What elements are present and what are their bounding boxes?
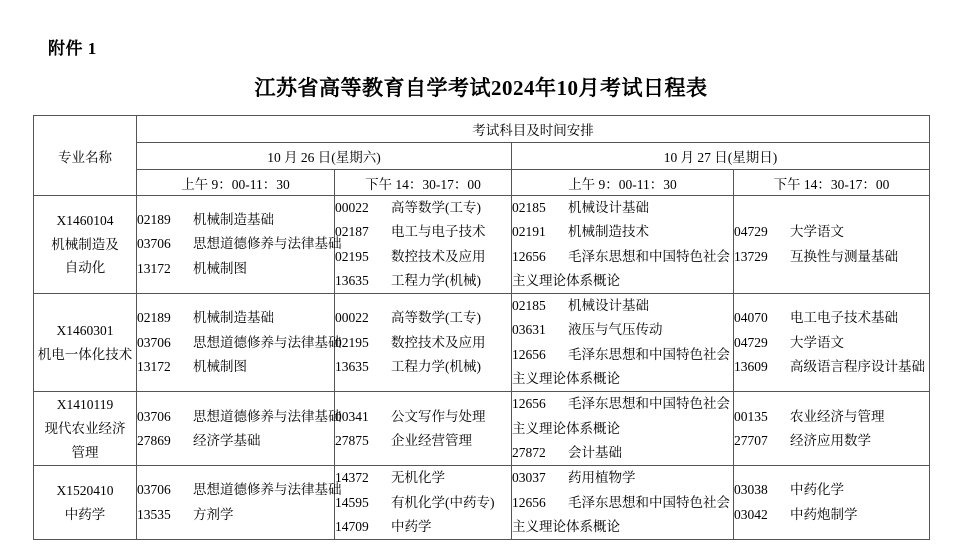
subject-cell (734, 196, 930, 294)
subject-code: 12656 (512, 346, 546, 362)
subject-name: 机械制造基础 (193, 310, 274, 326)
subject-code: 04729 (734, 224, 768, 240)
subject-name: 有机化学(中药专) (391, 494, 495, 510)
subject-name: 数控技术及应用 (391, 334, 486, 350)
major-name-line: 机械制造及 (51, 236, 119, 252)
subject-name: 机械制造基础 (193, 212, 274, 228)
subject-name: 工程力学(机械) (391, 272, 481, 288)
subject-entry (734, 405, 929, 429)
subject-code: 03706 (137, 236, 171, 252)
header-time-2: 下午 14：30-17：00 (335, 170, 512, 196)
subject-entry (137, 208, 334, 232)
subject-entry (137, 331, 342, 355)
subject-entry (734, 331, 929, 355)
subject-code: 14709 (335, 518, 369, 534)
subject-name: 数控技术及应用 (391, 248, 486, 264)
header-span-title: 考试科目及时间安排 (137, 116, 930, 143)
subject-code: 02195 (335, 248, 369, 264)
subject-entry (734, 503, 929, 527)
subject-name: 毛泽东思想和中国特色社会主义理论体系概论 (512, 346, 730, 387)
subject-code: 04070 (734, 310, 768, 326)
subject-entry (335, 405, 511, 429)
table-row (34, 392, 930, 466)
subject-code: 03631 (512, 322, 546, 338)
subject-name: 经济学基础 (193, 432, 261, 448)
subject-name: 药用植物学 (568, 470, 636, 486)
subject-name: 毛泽东思想和中国特色社会主义理论体系概论 (512, 494, 730, 534)
subject-cell (512, 294, 734, 392)
subject-cell (734, 392, 930, 466)
subject-code: 04729 (734, 334, 768, 350)
subject-cell (137, 196, 342, 294)
subject-code: 00341 (335, 408, 369, 424)
subject-name: 毛泽东思想和中国特色社会主义理论体系概论 (512, 248, 730, 288)
subject-entry (137, 429, 334, 453)
subject-entry (335, 220, 511, 244)
subject-name: 中药炮制学 (790, 506, 858, 522)
subject-entry (734, 245, 929, 269)
subject-name: 经济应用数学 (790, 432, 871, 448)
subject-code: 13535 (137, 506, 171, 522)
subject-name: 中药化学 (790, 482, 844, 498)
major-name-line: 机电一体化技术 (37, 346, 133, 362)
subject-cell (137, 466, 342, 540)
subject-cell (137, 294, 342, 392)
subject-code: 27875 (335, 432, 369, 448)
subject-code: 13172 (137, 358, 171, 374)
subject-name: 机械制造技术 (568, 224, 649, 240)
major-name-line: 中药学 (64, 506, 106, 522)
subject-entry (512, 318, 733, 342)
major-cell (34, 392, 137, 466)
subject-code: 02185 (512, 298, 546, 314)
subject-name: 思想道德修养与法律基础 (193, 334, 342, 350)
subject-entry (335, 269, 511, 293)
major-name-line: 自动化 (64, 260, 106, 276)
header-time-1: 上午 9：00-11：30 (137, 170, 335, 196)
header-time-4: 下午 14：30-17：00 (734, 170, 930, 196)
subject-name: 思想道德修养与法律基础 (193, 236, 342, 252)
table-row (34, 466, 930, 540)
subject-entry (137, 306, 334, 330)
subject-name: 大学语文 (790, 334, 844, 350)
subject-cell (512, 392, 734, 466)
subject-code: 13609 (734, 358, 768, 374)
subject-code: 12656 (512, 248, 546, 264)
subject-code: 03706 (137, 408, 171, 424)
subject-entry (512, 220, 733, 244)
subject-name: 中药学 (391, 518, 432, 534)
table-row (34, 294, 930, 392)
subject-name: 高等数学(工专) (391, 200, 481, 215)
header-major-name: 专业名称 (34, 116, 137, 196)
subject-code: 13635 (335, 272, 369, 288)
subject-entry (335, 466, 511, 490)
header-time-3: 上午 9：00-11：30 (512, 170, 734, 196)
subject-entry (137, 355, 334, 379)
subject-entry (335, 331, 511, 355)
subject-name: 无机化学 (391, 470, 445, 486)
subject-name: 农业经济与管理 (790, 408, 885, 424)
subject-entry (512, 294, 733, 318)
subject-entry (335, 355, 511, 379)
subject-code: 27869 (137, 432, 171, 448)
subject-cell (137, 392, 342, 466)
subject-code: 03706 (137, 482, 171, 498)
subject-entry (512, 245, 733, 294)
subject-code: 03037 (512, 470, 546, 486)
header-date-1: 10 月 26 日(星期六) (137, 143, 512, 170)
subject-entry (734, 355, 929, 379)
subject-name: 机械制图 (193, 358, 247, 374)
subject-name: 公文写作与处理 (391, 408, 486, 424)
subject-entry (512, 466, 733, 490)
subject-code: 02195 (335, 334, 369, 350)
subject-entry (512, 491, 733, 540)
subject-entry (734, 429, 929, 453)
subject-cell (512, 466, 734, 540)
major-name-line: 管理 (71, 444, 99, 460)
subject-name: 机械制图 (193, 260, 247, 276)
subject-code: 00022 (335, 200, 369, 215)
attachment-label: 附件 1 (48, 39, 97, 58)
subject-entry (734, 220, 929, 244)
subject-code: 02191 (512, 224, 546, 240)
subject-name: 思想道德修养与法律基础 (193, 482, 342, 498)
subject-code: 00135 (734, 408, 768, 424)
subject-code: 12656 (512, 396, 546, 412)
subject-entry (512, 196, 733, 220)
subject-code: 14372 (335, 470, 369, 486)
subject-name: 大学语文 (790, 224, 844, 240)
subject-cell (734, 466, 930, 540)
subject-code: 27872 (512, 444, 546, 460)
subject-entry (137, 478, 342, 502)
header-date-2: 10 月 27 日(星期日) (512, 143, 930, 170)
subject-name: 高级语言程序设计基础 (790, 358, 925, 374)
subject-entry (335, 491, 511, 515)
subject-name: 毛泽东思想和中国特色社会主义理论体系概论 (512, 396, 730, 436)
subject-cell (335, 196, 512, 294)
subject-name: 会计基础 (568, 444, 622, 460)
subject-name: 电工与电子技术 (391, 224, 486, 240)
table-body (34, 196, 930, 540)
subject-name: 电工电子技术基础 (790, 310, 898, 326)
major-code: X1460104 (56, 213, 114, 229)
subject-cell (335, 392, 512, 466)
subject-code: 13635 (335, 358, 369, 374)
major-cell (34, 294, 137, 392)
table-header (34, 116, 930, 196)
major-cell (34, 196, 137, 294)
subject-code: 12656 (512, 494, 546, 510)
subject-name: 方剂学 (193, 506, 234, 522)
subject-code: 14595 (335, 494, 369, 510)
major-cell (34, 466, 137, 540)
subject-code: 03706 (137, 334, 171, 350)
subject-cell (335, 294, 512, 392)
subject-entry (512, 343, 733, 392)
subject-name: 液压与气压传动 (568, 322, 663, 338)
subject-name: 机械设计基础 (568, 298, 649, 314)
subject-name: 高等数学(工专) (391, 310, 481, 326)
subject-cell (734, 294, 930, 392)
subject-code: 03038 (734, 482, 768, 498)
subject-name: 思想道德修养与法律基础 (193, 408, 342, 424)
subject-code: 02189 (137, 212, 171, 228)
subject-entry (734, 306, 929, 330)
subject-entry (335, 306, 511, 330)
subject-entry (137, 405, 342, 429)
subject-code: 02189 (137, 310, 171, 326)
subject-cell (335, 466, 512, 540)
subject-entry (335, 245, 511, 269)
subject-name: 企业经营管理 (391, 432, 472, 448)
subject-code: 27707 (734, 432, 768, 448)
major-name-line: 现代农业经济 (44, 421, 126, 436)
subject-entry (137, 257, 334, 281)
subject-code: 00022 (335, 310, 369, 326)
subject-entry (734, 478, 929, 502)
major-code: X1410119 (56, 397, 114, 413)
subject-name: 机械设计基础 (568, 200, 649, 215)
subject-name: 工程力学(机械) (391, 358, 481, 374)
subject-entry (335, 429, 511, 453)
subject-cell (512, 196, 734, 294)
subject-entry (512, 392, 733, 441)
subject-entry (137, 232, 342, 256)
subject-entry (512, 441, 733, 465)
subject-code: 02185 (512, 200, 546, 215)
subject-entry (137, 503, 334, 527)
major-code: X1460301 (56, 323, 114, 339)
subject-code: 13172 (137, 260, 171, 276)
exam-schedule-table (33, 115, 930, 540)
page-title: 江苏省高等教育自学考试2024年10月考试日程表 (254, 76, 708, 100)
subject-code: 13729 (734, 248, 768, 264)
subject-entry (335, 515, 511, 539)
major-code: X1520410 (56, 483, 114, 499)
subject-entry (335, 196, 511, 220)
subject-code: 02187 (335, 224, 369, 240)
table-row (34, 196, 930, 294)
subject-name: 互换性与测量基础 (790, 248, 898, 264)
subject-code: 03042 (734, 506, 768, 522)
